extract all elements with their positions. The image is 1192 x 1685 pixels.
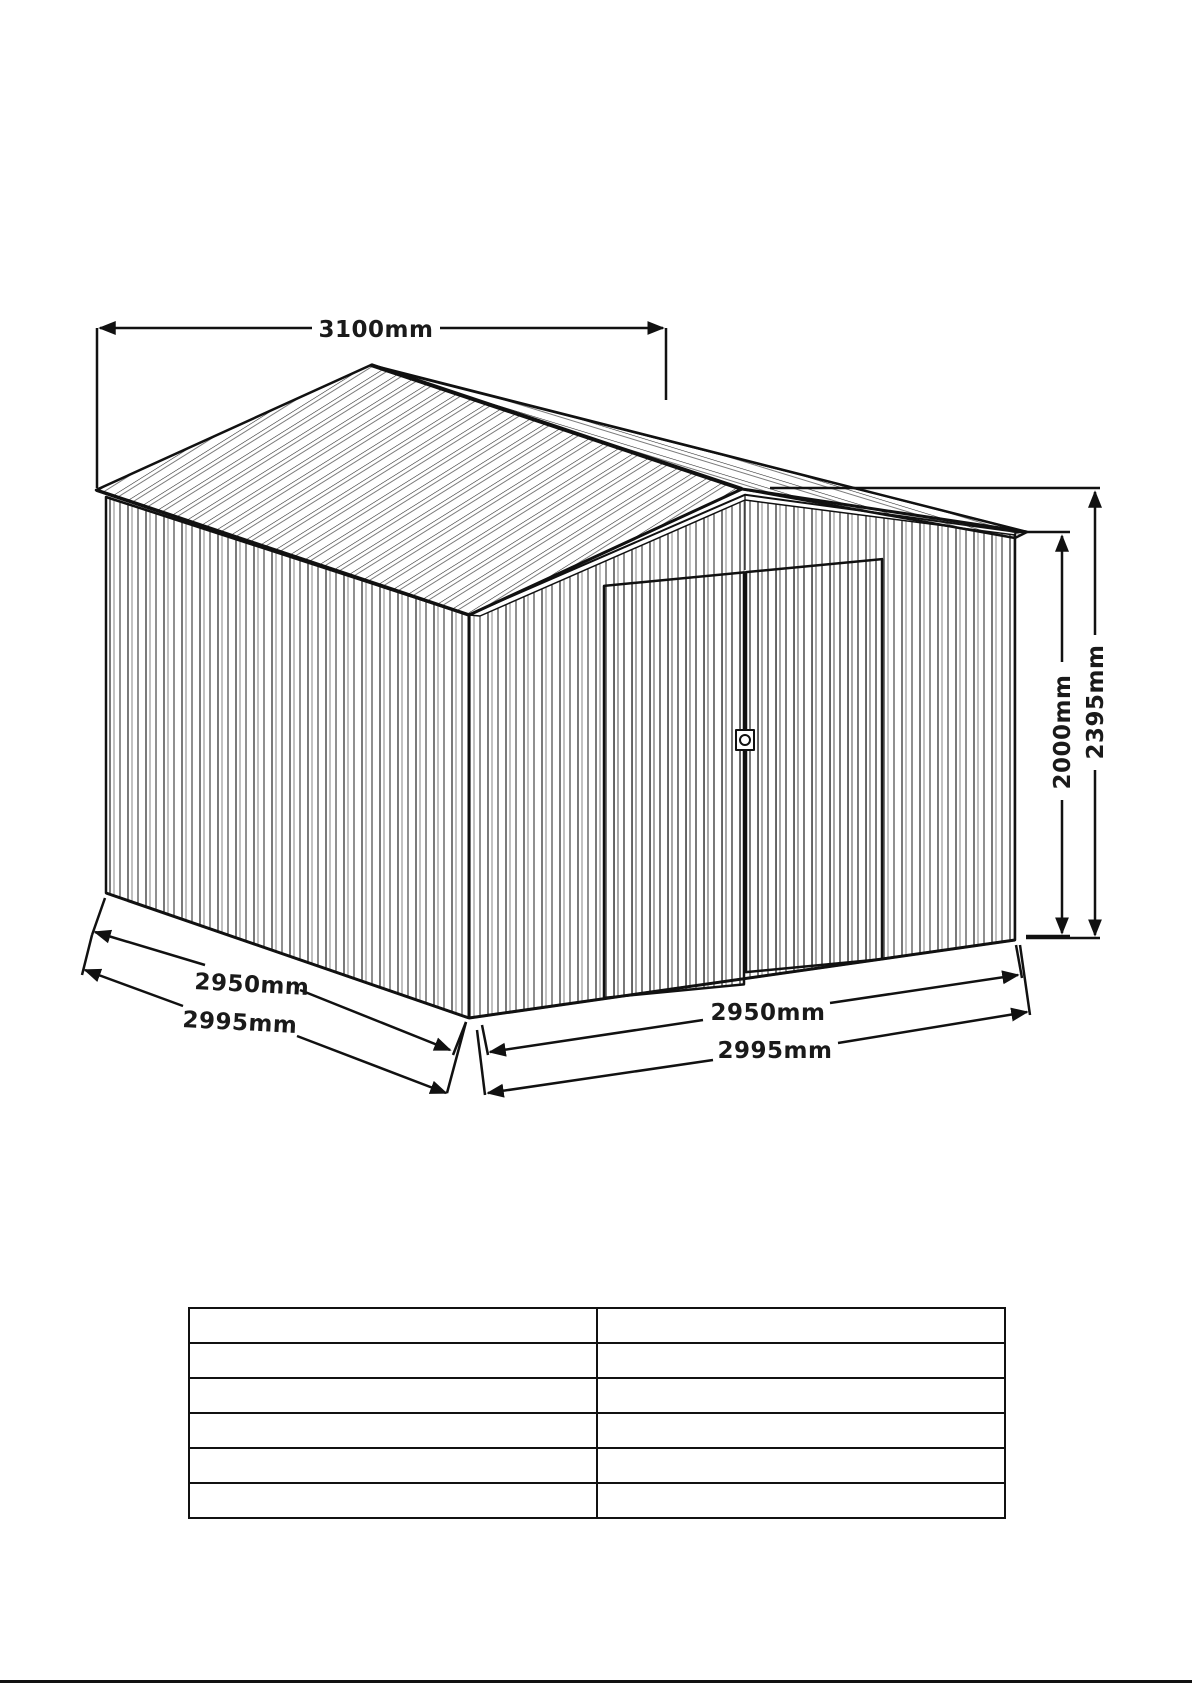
table-cell: [189, 1308, 597, 1343]
table-cell: [597, 1483, 1005, 1518]
table-cell: [597, 1448, 1005, 1483]
table-cell: [189, 1343, 597, 1378]
right-door: [746, 559, 882, 972]
table-cell: [597, 1413, 1005, 1448]
shed-drawing: [96, 365, 1027, 1018]
table-cell: [597, 1308, 1005, 1343]
roof-width-label: 3100mm: [318, 317, 434, 343]
table-row: [189, 1413, 1005, 1448]
table-cell: [189, 1378, 597, 1413]
left-door: [604, 572, 744, 997]
wall-height-label: 2000mm: [1050, 674, 1076, 790]
table-row: [189, 1448, 1005, 1483]
side-base-length-label: 2995mm: [181, 1007, 299, 1039]
table-cell: [189, 1448, 597, 1483]
table-cell: [597, 1343, 1005, 1378]
table-row: [189, 1343, 1005, 1378]
table-cell: [189, 1483, 597, 1518]
side-wall-length-label: 2950mm: [193, 969, 311, 1001]
table-cell: [597, 1378, 1005, 1413]
table-row: [189, 1483, 1005, 1518]
front-wall-length-label: 2950mm: [710, 1000, 826, 1026]
spec-table: [188, 1307, 1006, 1519]
ridge-height-label: 2395mm: [1083, 644, 1109, 760]
front-base-length-label: 2995mm: [717, 1038, 833, 1064]
door-lock: [736, 730, 754, 750]
table-row: [189, 1308, 1005, 1343]
table-cell: [189, 1413, 597, 1448]
page-bottom-rule: [0, 1680, 1192, 1683]
table-row: [189, 1378, 1005, 1413]
